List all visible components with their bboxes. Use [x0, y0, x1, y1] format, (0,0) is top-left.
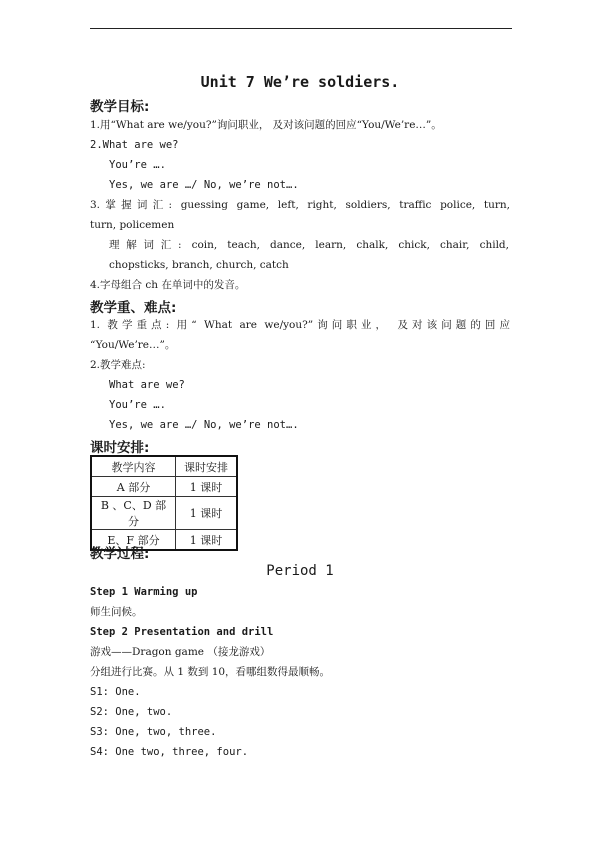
key-points-line: “You/We’re…”。: [90, 339, 176, 351]
process-line: Step 1 Warming up: [90, 586, 198, 598]
objectives-line: 理解词汇: coin, teach, dance, learn, chalk, chick, chair, child,: [109, 239, 509, 251]
table-cell: B 、C、D 部分: [91, 497, 176, 530]
process-line: S1: One.: [90, 686, 141, 698]
table-header-row: [91, 456, 237, 477]
process-line: S4: One two, three, four.: [90, 746, 249, 758]
key-points-line: Yes, we are …/ No, we’re not….: [109, 419, 299, 431]
process-line: Step 2 Presentation and drill: [90, 626, 274, 638]
document-title: Unit 7 We’re soldiers.: [200, 73, 400, 91]
table-cell: A 部分: [91, 477, 176, 497]
process-line: 师生问候。: [90, 606, 143, 618]
table-row: [91, 477, 237, 497]
key-points-heading: 教学重、难点:: [90, 300, 177, 316]
objectives-line: 3.掌握词汇: guessing game, left, right, soldiers, traffic police, turn,: [90, 199, 510, 211]
objectives-line: You’re ….: [109, 159, 166, 171]
table-cell: 1 课时: [176, 477, 238, 497]
process-line: 游戏——Dragon game （接龙游戏）: [90, 646, 271, 658]
process-line: 分组进行比赛。从 1 数到 10，看哪组数得最顺畅。: [90, 666, 331, 678]
table-header-cell: 教学内容: [91, 456, 176, 477]
key-points-line: 1. 教学重点: 用“ What are we/you?”询问职业， 及对该问题的回应: [90, 319, 510, 331]
key-points-line: What are we?: [109, 379, 185, 391]
objectives-line: 2.What are we?: [90, 139, 179, 151]
process-line: S3: One, two, three.: [90, 726, 217, 738]
process-heading: 教学过程:: [90, 546, 150, 562]
objectives-line: Yes, we are …/ No, we’re not….: [109, 179, 299, 191]
objectives-line: 4.字母组合 ch 在单词中的发音。: [90, 279, 246, 291]
objectives-heading: 教学目标:: [90, 99, 150, 115]
schedule-table: [90, 455, 238, 551]
table-cell: 1 课时: [176, 530, 238, 551]
objectives-line: 1.用“What are we/you?”询问职业， 及对该问题的回应“You/We’re…”。: [90, 119, 442, 131]
schedule-heading: 课时安排:: [90, 440, 150, 456]
key-points-line: 2.教学难点:: [90, 359, 146, 371]
objectives-line: chopsticks, branch, church, catch: [109, 259, 289, 271]
table-row: [91, 497, 237, 530]
objectives-line: turn, policemen: [90, 219, 175, 231]
table-cell: 1 课时: [176, 497, 238, 530]
table-header-cell: 课时安排: [176, 456, 238, 477]
process-line: S2: One, two.: [90, 706, 173, 718]
key-points-line: You’re ….: [109, 399, 166, 411]
table-cell: E、F 部分: [91, 530, 176, 551]
period-title: Period 1: [266, 563, 334, 579]
top-rule: [90, 28, 512, 29]
